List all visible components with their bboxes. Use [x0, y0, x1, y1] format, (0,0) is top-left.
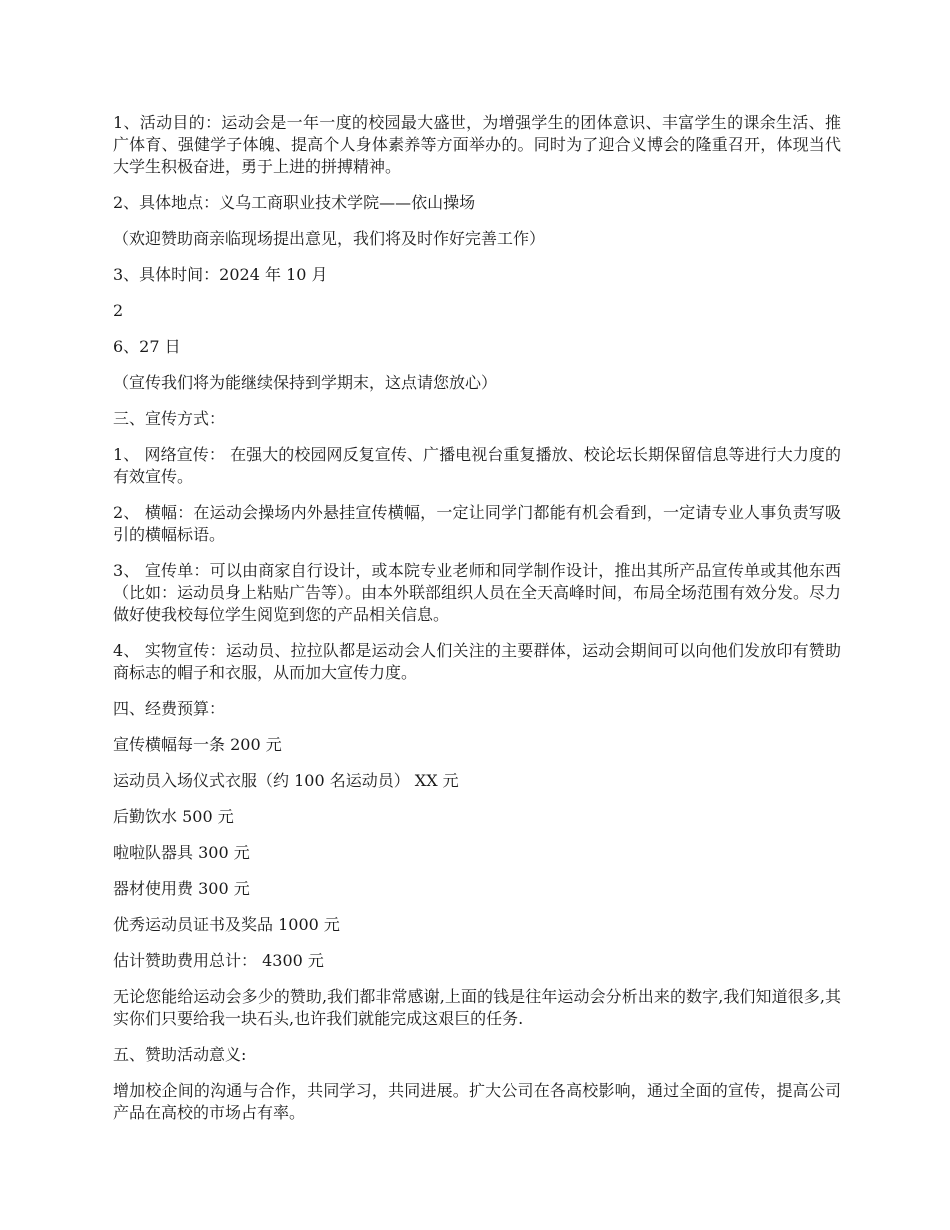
- heading-sponsorship-significance: 五、赞助活动意义:: [113, 1045, 247, 1064]
- budget-item-cheer-equipment: 啦啦队器具 300 元: [113, 843, 250, 862]
- paragraph-online-promotion: 1、 网络宣传： 在强大的校园网反复宣传、广播电视台重复播放、校论坛长期保留信息等进行大力度的有效宣传。: [113, 445, 841, 486]
- heading-budget: 四、经费预算：: [113, 699, 226, 718]
- budget-item-banner: 宣传横幅每一条 200 元: [113, 735, 282, 754]
- paragraph-thanks: 无论您能给运动会多少的赞助,我们都非常感谢,上面的钱是往年运动会分析出来的数字,我们知道很多,其实你们只要给我一块石头,也许我们就能完成这艰巨的任务.: [113, 987, 841, 1028]
- budget-item-equipment-fee: 器材使用费 300 元: [113, 879, 250, 898]
- paragraph-flyer-promotion: 3、 宣传单：可以由商家自行设计，或本院专业老师和同学制作设计，推出其所产品宣传单或其他东西（比如：运动员身上粘贴广告等）。由本外联部组织人员在全天高峰时间，布局全场范围有效分发。尽力做好使我校每位学生阅览到您的产品相关信息。: [113, 561, 842, 624]
- paragraph-location: 2、具体地点：义乌工商职业技术学院——依山操场: [113, 193, 476, 212]
- paragraph-physical-promotion: 4、 实物宣传：运动员、拉拉队都是运动会人们关注的主要群体，运动会期间可以向他们发放印有赞助商标志的帽子和衣服，从而加大宣传力度。: [113, 641, 841, 682]
- paragraph-banner-promotion: 2、 横幅：在运动会操场内外悬挂宣传横幅，一定让同学门都能有机会看到，一定请专业人事负责写吸引的横幅标语。: [113, 503, 841, 544]
- paragraph-activity-purpose: 1、活动目的：运动会是一年一度的校园最大盛世，为增强学生的团体意识、丰富学生的课余生活、推广体育、强健学子体魄、提高个人身体素养等方面举办的。同时为了迎合义博会的隆重召开，体现当代大学生积极奋进，勇于上进的拼搏精神。: [113, 113, 841, 176]
- paragraph-date: 6、27 日: [113, 337, 181, 356]
- paragraph-time-fragment: 2: [113, 301, 124, 320]
- document-body: [113, 112, 841, 1138]
- budget-item-uniforms: 运动员入场仪式衣服（约 100 名运动员） XX 元: [113, 771, 459, 790]
- budget-item-water: 后勤饮水 500 元: [113, 807, 234, 826]
- paragraph-significance: 增加校企间的沟通与合作，共同学习，共同进展。扩大公司在各高校影响，通过全面的宣传，提高公司产品在高校的市场占有率。: [113, 1081, 841, 1122]
- paragraph-location-note: （欢迎赞助商亲临现场提出意见，我们将及时作好完善工作）: [113, 229, 546, 248]
- budget-total: 估计赞助费用总计： 4300 元: [113, 951, 324, 970]
- heading-promotion-methods: 三、宣传方式：: [113, 409, 226, 428]
- budget-item-awards: 优秀运动员证书及奖品 1000 元: [113, 915, 340, 934]
- paragraph-promotion-note: （宣传我们将为能继续保持到学期末，这点请您放心）: [113, 373, 498, 392]
- paragraph-time: 3、具体时间：2024 年 10 月: [113, 265, 328, 284]
